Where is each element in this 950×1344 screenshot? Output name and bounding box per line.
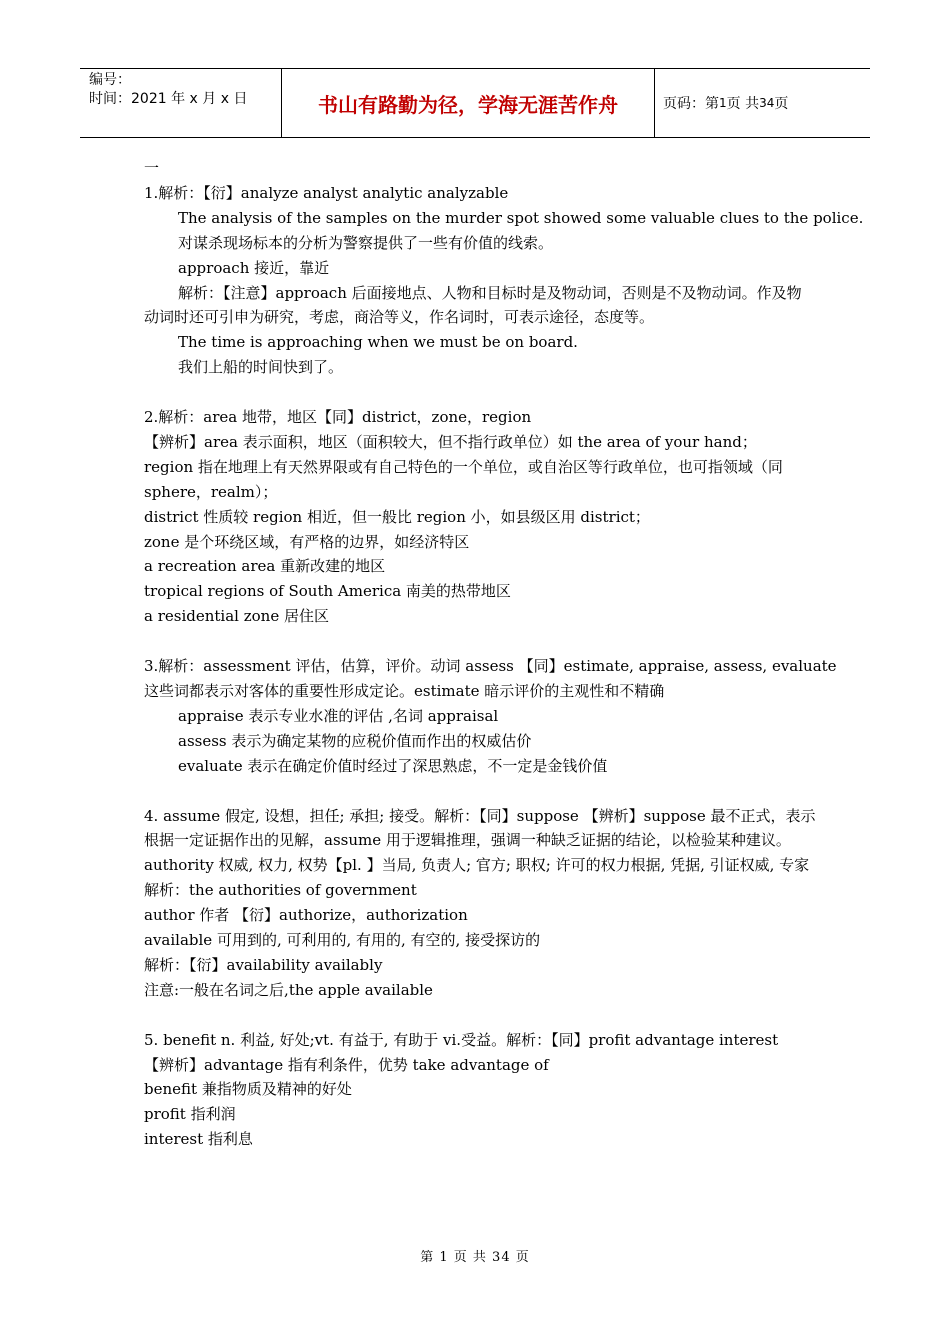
page-footer: 第 1 页 共 34 页: [420, 1250, 530, 1265]
text-line: zone 是个环绕区域，有严格的边界，如经济特区: [144, 532, 470, 551]
example-sentence: The analysis of the samples on the murder spot showed some valuable clues to the police.: [178, 208, 864, 227]
time-label: 时间：2021 年 x 月 x 日: [89, 91, 248, 107]
section-heading: 一: [144, 159, 160, 177]
text-line: appraise 表示专业水准的评估 ,名词 appraisal: [178, 706, 499, 725]
page-mid: 页 共: [726, 96, 760, 112]
page-total: 34: [759, 96, 775, 110]
note-paragraph: 解析：【注意】approach 后面接地点、人物和目标时是及物动词，否则是不及物动词。作及物动词时还可引申为研究，考虑，商洽等义，作名词时，可表示途径，态度等。: [144, 283, 802, 327]
header-motto: 书山有路勤为径，学海无涯苦作舟: [318, 92, 618, 117]
header-page-number: [663, 69, 788, 137]
text-line: benefit 兼指物质及精神的好处: [144, 1080, 352, 1099]
text-line: author 作者 【衍】authorize，authorization: [144, 906, 468, 925]
text-line: 解析：the authorities of government: [144, 881, 417, 900]
document-body: [144, 156, 864, 1152]
header-meta: [89, 71, 279, 109]
text-line: assess 表示为确定某物的应税价值而作出的权威估价: [178, 731, 532, 750]
text-line: 注意:一般在名词之后,the apple available: [144, 980, 433, 999]
example-sentence: The time is approaching when we must be on board.: [178, 333, 578, 352]
text-line: 【辨析】area 表示面积，地区（面积较大，但不指行政单位）如 the area of your hand；: [144, 432, 757, 451]
text-line: a recreation area 重新改建的地区: [144, 557, 386, 576]
text-line: a residential zone 居住区: [144, 607, 329, 626]
page-current: 1: [719, 96, 727, 110]
example-translation: 我们上船的时间快到了。: [178, 358, 344, 377]
text-line: interest 指利息: [144, 1130, 253, 1149]
entry-3-title: 3.解析：assessment 评估，估算，评价。动词 assess 【同】estimate, appraise, assess, evaluate: [144, 657, 837, 676]
text-paragraph: region 指在地理上有天然界限或有自己特色的一个单位，或自治区等行政单位，也可指领域（同 sphere，realm）；: [144, 457, 783, 501]
text-line: evaluate 表示在确定价值时经过了深思熟虑，不一定是金钱价值: [178, 756, 608, 775]
text-line: 【辨析】advantage 指有利条件，优势 take advantage of: [144, 1055, 549, 1074]
text-line: 这些词都表示对客体的重要性形成定论。estimate 暗示评价的主观性和不精确: [144, 682, 665, 700]
vocab-line: approach 接近，靠近: [178, 258, 330, 277]
page-prefix: 页码：第: [663, 96, 719, 112]
text-line: district 性质较 region 相近，但一般比 region 小，如县级区用 district；: [144, 507, 650, 526]
text-line: available 可用到的, 可利用的, 有用的, 有空的, 接受探访的: [144, 931, 541, 950]
page-header: [80, 68, 870, 138]
text-paragraph: authority 权威, 权力, 权势【pl. 】当局, 负责人; 官方; 职权; 许可的权力根据, 凭据, 引证权威, 专家: [144, 856, 810, 875]
text-line: profit 指利润: [144, 1105, 236, 1124]
page-suffix: 页: [774, 96, 789, 112]
entry-2-title: 2.解析：area 地带，地区【同】district，zone，region: [144, 408, 532, 427]
text-line: 解析：【衍】availability availably: [144, 955, 383, 974]
example-translation: 对谋杀现场标本的分析为警察提供了一些有价值的线索。: [178, 233, 554, 252]
header-divider: [654, 69, 655, 137]
code-label: 编号：: [89, 72, 131, 88]
entry-4-title: 4. assume 假定, 设想，担任; 承担; 接受。解析：【同】suppose 【辨析】suppose 最不正式，表示根据一定证据作出的见解，assume 用于逻辑推理，强调一种缺乏证据的结论，以检验某种建议。: [144, 806, 816, 850]
text-line: tropical regions of South America 南美的热带地区: [144, 582, 511, 601]
entry-1-title: 1.解析：【衍】analyze analyst analytic analyzable: [144, 183, 509, 202]
entry-5-title: 5. benefit n. 利益, 好处;vt. 有益于, 有助于 vi.受益。解析：【同】profit advantage interest: [144, 1030, 779, 1049]
